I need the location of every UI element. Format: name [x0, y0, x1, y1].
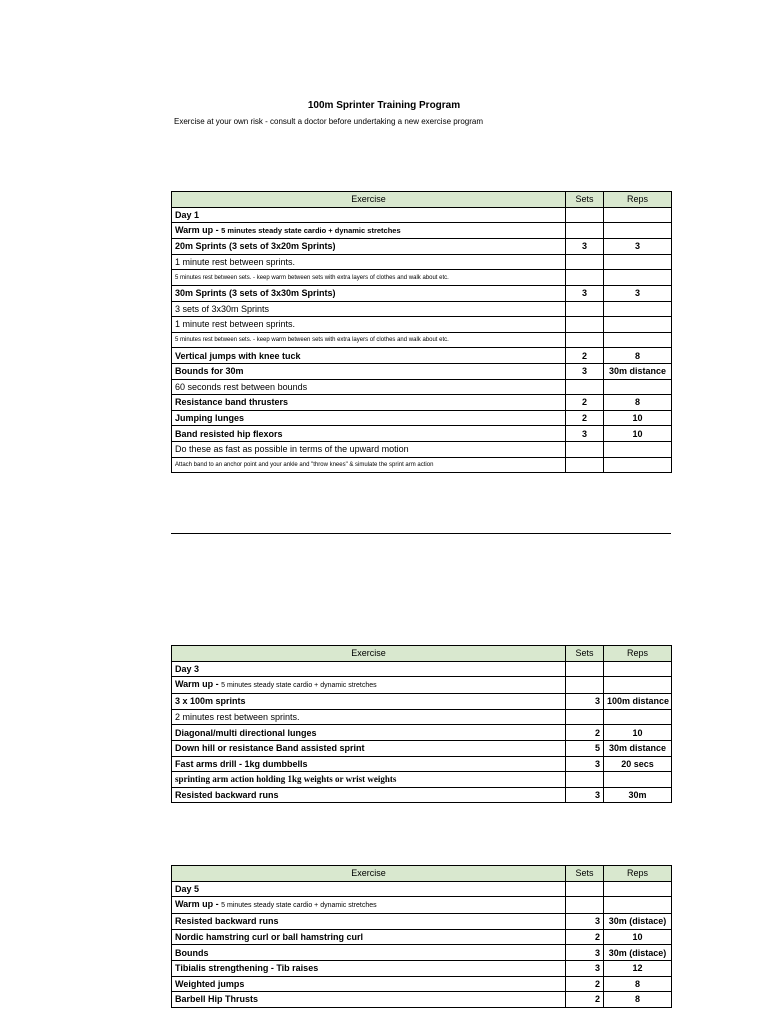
table-row [172, 661, 672, 677]
exercise-header: Exercise [172, 192, 566, 208]
sets-cell: 2 [566, 410, 604, 426]
reps-cell: 10 [604, 725, 672, 741]
day-label: Day 3 [172, 661, 566, 677]
table-row [172, 914, 672, 930]
note-cell: 5 minutes rest between sets. - keep warm between sets with extra layers of clothes and walk about etc. [172, 332, 566, 348]
sets-cell: 2 [566, 395, 604, 411]
table-row [172, 379, 672, 395]
table-row [172, 772, 672, 788]
exercise-cell: 30m Sprints (3 sets of 3x30m Sprints) [172, 285, 566, 301]
table-row [172, 207, 672, 223]
table-row [172, 709, 672, 725]
section-divider [171, 533, 671, 534]
sets-cell: 2 [566, 976, 604, 992]
table-row [172, 301, 672, 317]
exercise-cell: Tibialis strengthening - Tib raises [172, 960, 566, 976]
reps-cell: 8 [604, 976, 672, 992]
table-header-row [172, 646, 672, 662]
reps-cell: 30m (distace) [604, 914, 672, 930]
reps-cell: 3 [604, 239, 672, 255]
warmup-detail: 5 minutes steady state cardio + dynamic stretches [221, 226, 401, 236]
table-row [172, 725, 672, 741]
table-row [172, 239, 672, 255]
table-row [172, 740, 672, 756]
exercise-cell: Jumping lunges [172, 410, 566, 426]
page-title: 100m Sprinter Training Program [307, 100, 461, 111]
table-row [172, 332, 672, 348]
table-row [172, 426, 672, 442]
reps-cell: 30m distance [604, 363, 672, 379]
table-row [172, 441, 672, 457]
exercise-cell: Nordic hamstring curl or ball hamstring curl [172, 929, 566, 945]
day3-table [171, 645, 672, 803]
sets-cell: 3 [566, 945, 604, 961]
table-row [172, 945, 672, 961]
table-header-row [172, 866, 672, 882]
sets-cell: 2 [566, 725, 604, 741]
exercise-cell: 3 x 100m sprints [172, 694, 566, 710]
day1-table [171, 191, 672, 473]
reps-cell: 10 [604, 410, 672, 426]
exercise-header: Exercise [172, 646, 566, 662]
warmup-label: Warm up - [175, 225, 222, 236]
table-row [172, 270, 672, 286]
sets-cell: 3 [566, 285, 604, 301]
table-row [172, 254, 672, 270]
exercise-cell: Diagonal/multi directional lunges [172, 725, 566, 741]
reps-cell: 3 [604, 285, 672, 301]
exercise-header: Exercise [172, 866, 566, 882]
exercise-cell: Resisted backward runs [172, 787, 566, 803]
sets-cell: 3 [566, 694, 604, 710]
table-row [172, 285, 672, 301]
table-row [172, 694, 672, 710]
table-row [172, 992, 672, 1008]
note-cell: 2 minutes rest between sprints. [172, 709, 566, 725]
reps-cell: 8 [604, 992, 672, 1008]
table-row [172, 223, 672, 239]
exercise-cell: Bounds [172, 945, 566, 961]
reps-cell: 20 secs [604, 756, 672, 772]
note-cell: 60 seconds rest between bounds [172, 379, 566, 395]
note-cell: 5 minutes rest between sets. - keep warm between sets with extra layers of clothes and walk about etc. [172, 270, 566, 286]
reps-cell: 30m distance [604, 740, 672, 756]
table-row [172, 929, 672, 945]
reps-cell: 30m [604, 787, 672, 803]
sets-cell: 3 [566, 239, 604, 255]
sets-cell: 3 [566, 960, 604, 976]
reps-cell: 10 [604, 426, 672, 442]
warmup-detail: 5 minutes steady state cardio + dynamic stretches [221, 682, 377, 690]
sets-cell: 3 [566, 426, 604, 442]
warmup-label: Warm up - [175, 899, 222, 910]
note-cell: 3 sets of 3x30m Sprints [172, 301, 566, 317]
table-row [172, 410, 672, 426]
reps-header: Reps [604, 866, 672, 882]
sets-header: Sets [566, 866, 604, 882]
warmup-label: Warm up - [175, 679, 222, 690]
table-row [172, 363, 672, 379]
sets-cell: 3 [566, 914, 604, 930]
table-row [172, 897, 672, 914]
sets-cell: 3 [566, 787, 604, 803]
note-cell: Attach band to an anchor point and your ankle and "throw knees" & simulate the sprint arm action [172, 457, 566, 473]
exercise-cell: Weighted jumps [172, 976, 566, 992]
table-row [172, 677, 672, 694]
table-row [172, 395, 672, 411]
sets-cell: 2 [566, 992, 604, 1008]
sets-cell: 2 [566, 348, 604, 364]
note-cell: Do these as fast as possible in terms of the upward motion [172, 441, 566, 457]
sets-cell: 3 [566, 756, 604, 772]
disclaimer-text: Exercise at your own risk - consult a doctor before undertaking a new exercise program [174, 117, 484, 126]
sets-cell: 2 [566, 929, 604, 945]
exercise-cell: 20m Sprints (3 sets of 3x20m Sprints) [172, 239, 566, 255]
table-row [172, 317, 672, 333]
exercise-cell: Resisted backward runs [172, 914, 566, 930]
table-row [172, 881, 672, 897]
reps-cell: 8 [604, 348, 672, 364]
exercise-cell: Vertical jumps with knee tuck [172, 348, 566, 364]
reps-cell: 10 [604, 929, 672, 945]
table-row [172, 457, 672, 473]
exercise-cell: Bounds for 30m [172, 363, 566, 379]
exercise-cell: Band resisted hip flexors [172, 426, 566, 442]
reps-cell: 8 [604, 395, 672, 411]
table-row [172, 787, 672, 803]
day-label: Day 5 [172, 881, 566, 897]
sets-header: Sets [566, 646, 604, 662]
table-row [172, 756, 672, 772]
reps-cell: 100m distance [604, 694, 672, 710]
exercise-cell: Barbell Hip Thrusts [172, 992, 566, 1008]
sets-cell: 3 [566, 363, 604, 379]
day5-table [171, 865, 672, 1008]
reps-cell: 30m (distace) [604, 945, 672, 961]
note-cell: sprinting arm action holding 1kg weights or wrist weights [172, 772, 566, 788]
reps-cell: 12 [604, 960, 672, 976]
warmup-cell [172, 223, 566, 239]
day-label: Day 1 [172, 207, 566, 223]
exercise-cell: Resistance band thrusters [172, 395, 566, 411]
table-header-row [172, 192, 672, 208]
reps-header: Reps [604, 646, 672, 662]
sets-header: Sets [566, 192, 604, 208]
warmup-cell [172, 677, 566, 694]
exercise-cell: Down hill or resistance Band assisted sprint [172, 740, 566, 756]
sets-cell: 5 [566, 740, 604, 756]
table-row [172, 348, 672, 364]
note-cell: 1 minute rest between sprints. [172, 317, 566, 333]
table-row [172, 960, 672, 976]
warmup-detail: 5 minutes steady state cardio + dynamic stretches [221, 902, 377, 910]
reps-header: Reps [604, 192, 672, 208]
exercise-cell: Fast arms drill - 1kg dumbbells [172, 756, 566, 772]
warmup-cell [172, 897, 566, 914]
table-row [172, 976, 672, 992]
note-cell: 1 minute rest between sprints. [172, 254, 566, 270]
